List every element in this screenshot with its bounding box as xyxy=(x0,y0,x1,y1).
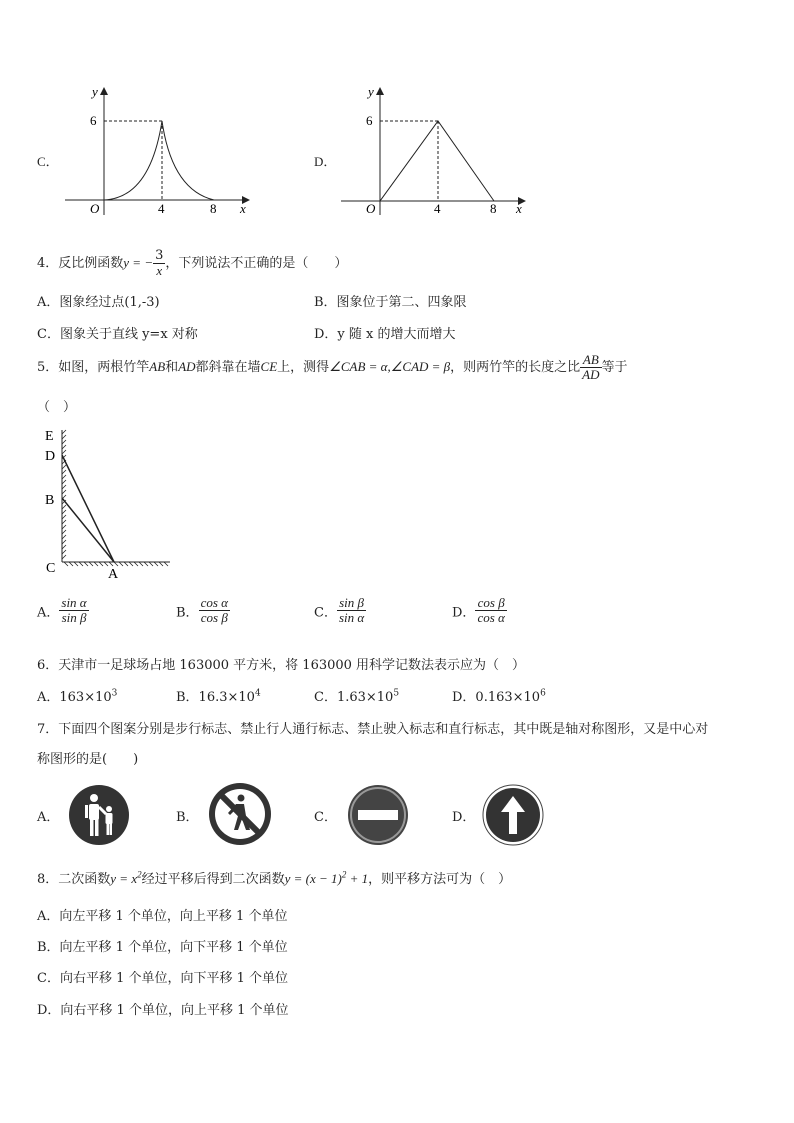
q4-stem-pre: 4．反比例函数 xyxy=(37,256,124,271)
q5-paren: （ ） xyxy=(37,400,77,415)
graph-c-x-tick-4: 4 xyxy=(158,201,165,216)
q7-option-b-label: B． xyxy=(176,810,199,825)
q8-option-a: A．向左平移 1 个单位，向上平移 1 个单位 xyxy=(37,909,288,924)
graph-d-x-tick-4: 4 xyxy=(434,201,441,216)
q5-figure xyxy=(40,420,180,585)
q4-formula-frac: $\frac{3}{x}$ xyxy=(155,247,164,278)
q4-stem xyxy=(37,244,347,283)
svg-text:C: C xyxy=(46,561,56,576)
graph-c-y-tick: 6 xyxy=(90,113,97,128)
q3-graph-d xyxy=(336,80,531,220)
q6-stem: 6．天津市一足球场占地 163000 平方米，将 163000 用科学记数法表示应为（ ） xyxy=(37,658,526,673)
graph-d-x-label: x xyxy=(516,201,522,216)
q4-option-b: B．图象位于第二、四象限 xyxy=(314,295,467,310)
q7-stem-line2: 称图形的是( ) xyxy=(37,752,139,767)
svg-text:B: B xyxy=(45,493,55,508)
q5-option-a: A． $\frac{\text{sin α}}{\text{sin β}}$ xyxy=(37,595,87,626)
svg-text:A: A xyxy=(108,567,119,582)
svg-text:E: E xyxy=(45,429,54,444)
q8-option-b: B．向左平移 1 个单位，向下平移 1 个单位 xyxy=(37,940,288,955)
q5-ratio-frac: $\frac{AB}{AD}$ xyxy=(582,351,600,382)
no-pedestrian-sign-icon xyxy=(208,782,272,846)
q3-option-d-label: D． xyxy=(314,154,337,169)
q5-option-b: B． $\frac{\text{cos α}}{\text{cos β}}$ xyxy=(176,595,228,626)
q8-option-d: D．向右平移 1 个单位，向上平移 1 个单位 xyxy=(37,1003,289,1018)
q7-stem-line1: 7．下面四个图案分别是步行标志、禁止行人通行标志、禁止驶入标志和直行标志，其中既是轴对称图形，又是中心对 xyxy=(37,722,709,737)
q3-option-c-label: C． xyxy=(37,154,59,169)
q4-option-a: A．图象经过点(1,-3) xyxy=(37,295,160,310)
q7-option-c-label: C． xyxy=(314,810,337,825)
graph-d-x-tick-8: 8 xyxy=(490,201,497,216)
graph-c-origin: O xyxy=(90,201,100,216)
pedestrian-sign-icon xyxy=(68,784,130,846)
no-entry-sign-icon xyxy=(347,784,409,846)
q4-option-d: D．y 随 x 的增大而增大 xyxy=(314,327,456,342)
graph-d-origin: O xyxy=(366,201,376,216)
q5-stem: 5．如图，两根竹竿AB和AD都斜靠在墙CE上，测得∠CAB = α,∠CAD = β，则两竹竿的长度之比 $\frac{AB}{AD}$ 等于 xyxy=(37,351,628,382)
q3-graph-c xyxy=(60,80,255,220)
q5-option-d: D． $\frac{\text{cos β}}{\text{cos α}}$ xyxy=(452,595,505,626)
q6-option-d: D．$0.163\times 10^6$ xyxy=(452,688,546,705)
straight-ahead-sign-icon xyxy=(482,784,544,846)
q7-option-a-label: A． xyxy=(37,810,60,825)
q4-stem-post: ，下列说法不正确的是（ ） xyxy=(165,256,348,271)
svg-text:D: D xyxy=(45,449,56,464)
q6-option-c: C．$1.63\times 10^5$ xyxy=(314,688,400,705)
q6-option-b: B．$16.3\times 10^4$ xyxy=(176,688,261,705)
q4-option-c: C．图象关于直线 y=x 对称 xyxy=(37,327,198,342)
q5-option-c: C． $\frac{\text{sin β}}{\text{sin α}}$ xyxy=(314,595,365,626)
q4-formula-lhs: y = − xyxy=(123,255,154,270)
graph-d-y-tick: 6 xyxy=(366,113,373,128)
graph-c-y-label: y xyxy=(92,84,98,99)
q6-option-a: A．$163\times 10^3$ xyxy=(37,688,118,705)
q8-option-c: C．向右平移 1 个单位，向下平移 1 个单位 xyxy=(37,971,289,986)
graph-c-x-tick-8: 8 xyxy=(210,201,217,216)
graph-c-x-label: x xyxy=(240,201,246,216)
q7-option-d-label: D． xyxy=(452,810,476,825)
graph-d-y-label: y xyxy=(368,84,374,99)
q8-stem: 8．二次函数$y = x^2$经过平移后得到二次函数$y = (x - 1)^2 + 1$，则平移方法可为（ ） xyxy=(37,869,512,887)
